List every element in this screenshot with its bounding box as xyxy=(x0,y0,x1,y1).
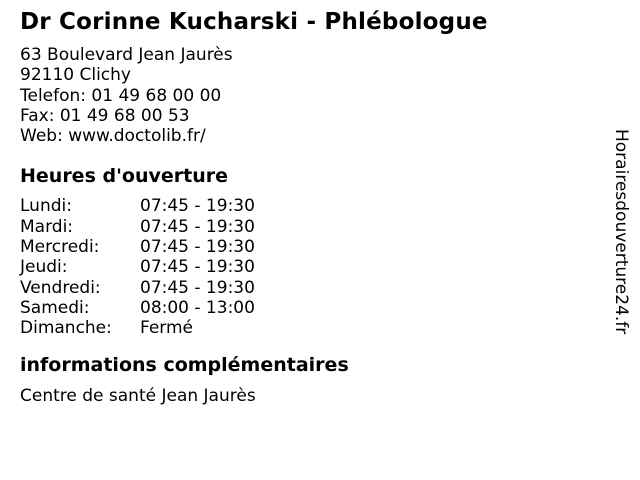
day-label: Samedi: xyxy=(20,297,90,318)
day-hours: 07:45 - 19:30 xyxy=(140,277,255,298)
additional-info-text: Centre de santé Jean Jaurès xyxy=(20,385,256,406)
fax-line: Fax: 01 49 68 00 53 xyxy=(20,105,190,126)
day-closed: Fermé xyxy=(140,318,194,339)
website-line: Web: www.doctolib.fr/ xyxy=(20,126,206,147)
day-label: Lundi: xyxy=(20,196,72,217)
hours-row-monday xyxy=(20,196,580,216)
contact-block xyxy=(20,45,580,146)
hours-row-tuesday xyxy=(20,217,580,237)
day-hours: 07:45 - 19:30 xyxy=(140,196,255,217)
day-hours: 07:45 - 19:30 xyxy=(140,237,255,258)
hours-row-saturday xyxy=(20,298,580,318)
hours-row-friday xyxy=(20,278,580,298)
additional-info-heading: informations complémentaires xyxy=(20,353,349,376)
listing-content xyxy=(20,0,580,406)
opening-hours-heading: Heures d'ouverture xyxy=(20,165,228,188)
day-label: Dimanche: xyxy=(20,318,112,339)
day-label: Mardi: xyxy=(20,216,74,237)
phone-line: Telefon: 01 49 68 00 00 xyxy=(20,85,222,106)
address-street-line: 63 Boulevard Jean Jaurès xyxy=(20,45,233,65)
hours-row-thursday xyxy=(20,257,580,277)
day-hours: 07:45 - 19:30 xyxy=(140,257,255,278)
page-title: Dr Corinne Kucharski - Phlébologue xyxy=(20,9,488,35)
day-hours: 07:45 - 19:30 xyxy=(140,216,255,237)
hours-row-sunday xyxy=(20,318,580,338)
opening-hours-table xyxy=(20,196,580,338)
day-label: Vendredi: xyxy=(20,277,101,298)
day-label: Mercredi: xyxy=(20,237,100,258)
site-watermark-vertical-text: Horairesdouverture24.fr xyxy=(611,129,631,335)
address-city-line: 92110 Clichy xyxy=(20,65,131,86)
day-hours: 08:00 - 13:00 xyxy=(140,297,255,318)
hours-row-wednesday xyxy=(20,237,580,257)
day-label: Jeudi: xyxy=(20,257,68,278)
